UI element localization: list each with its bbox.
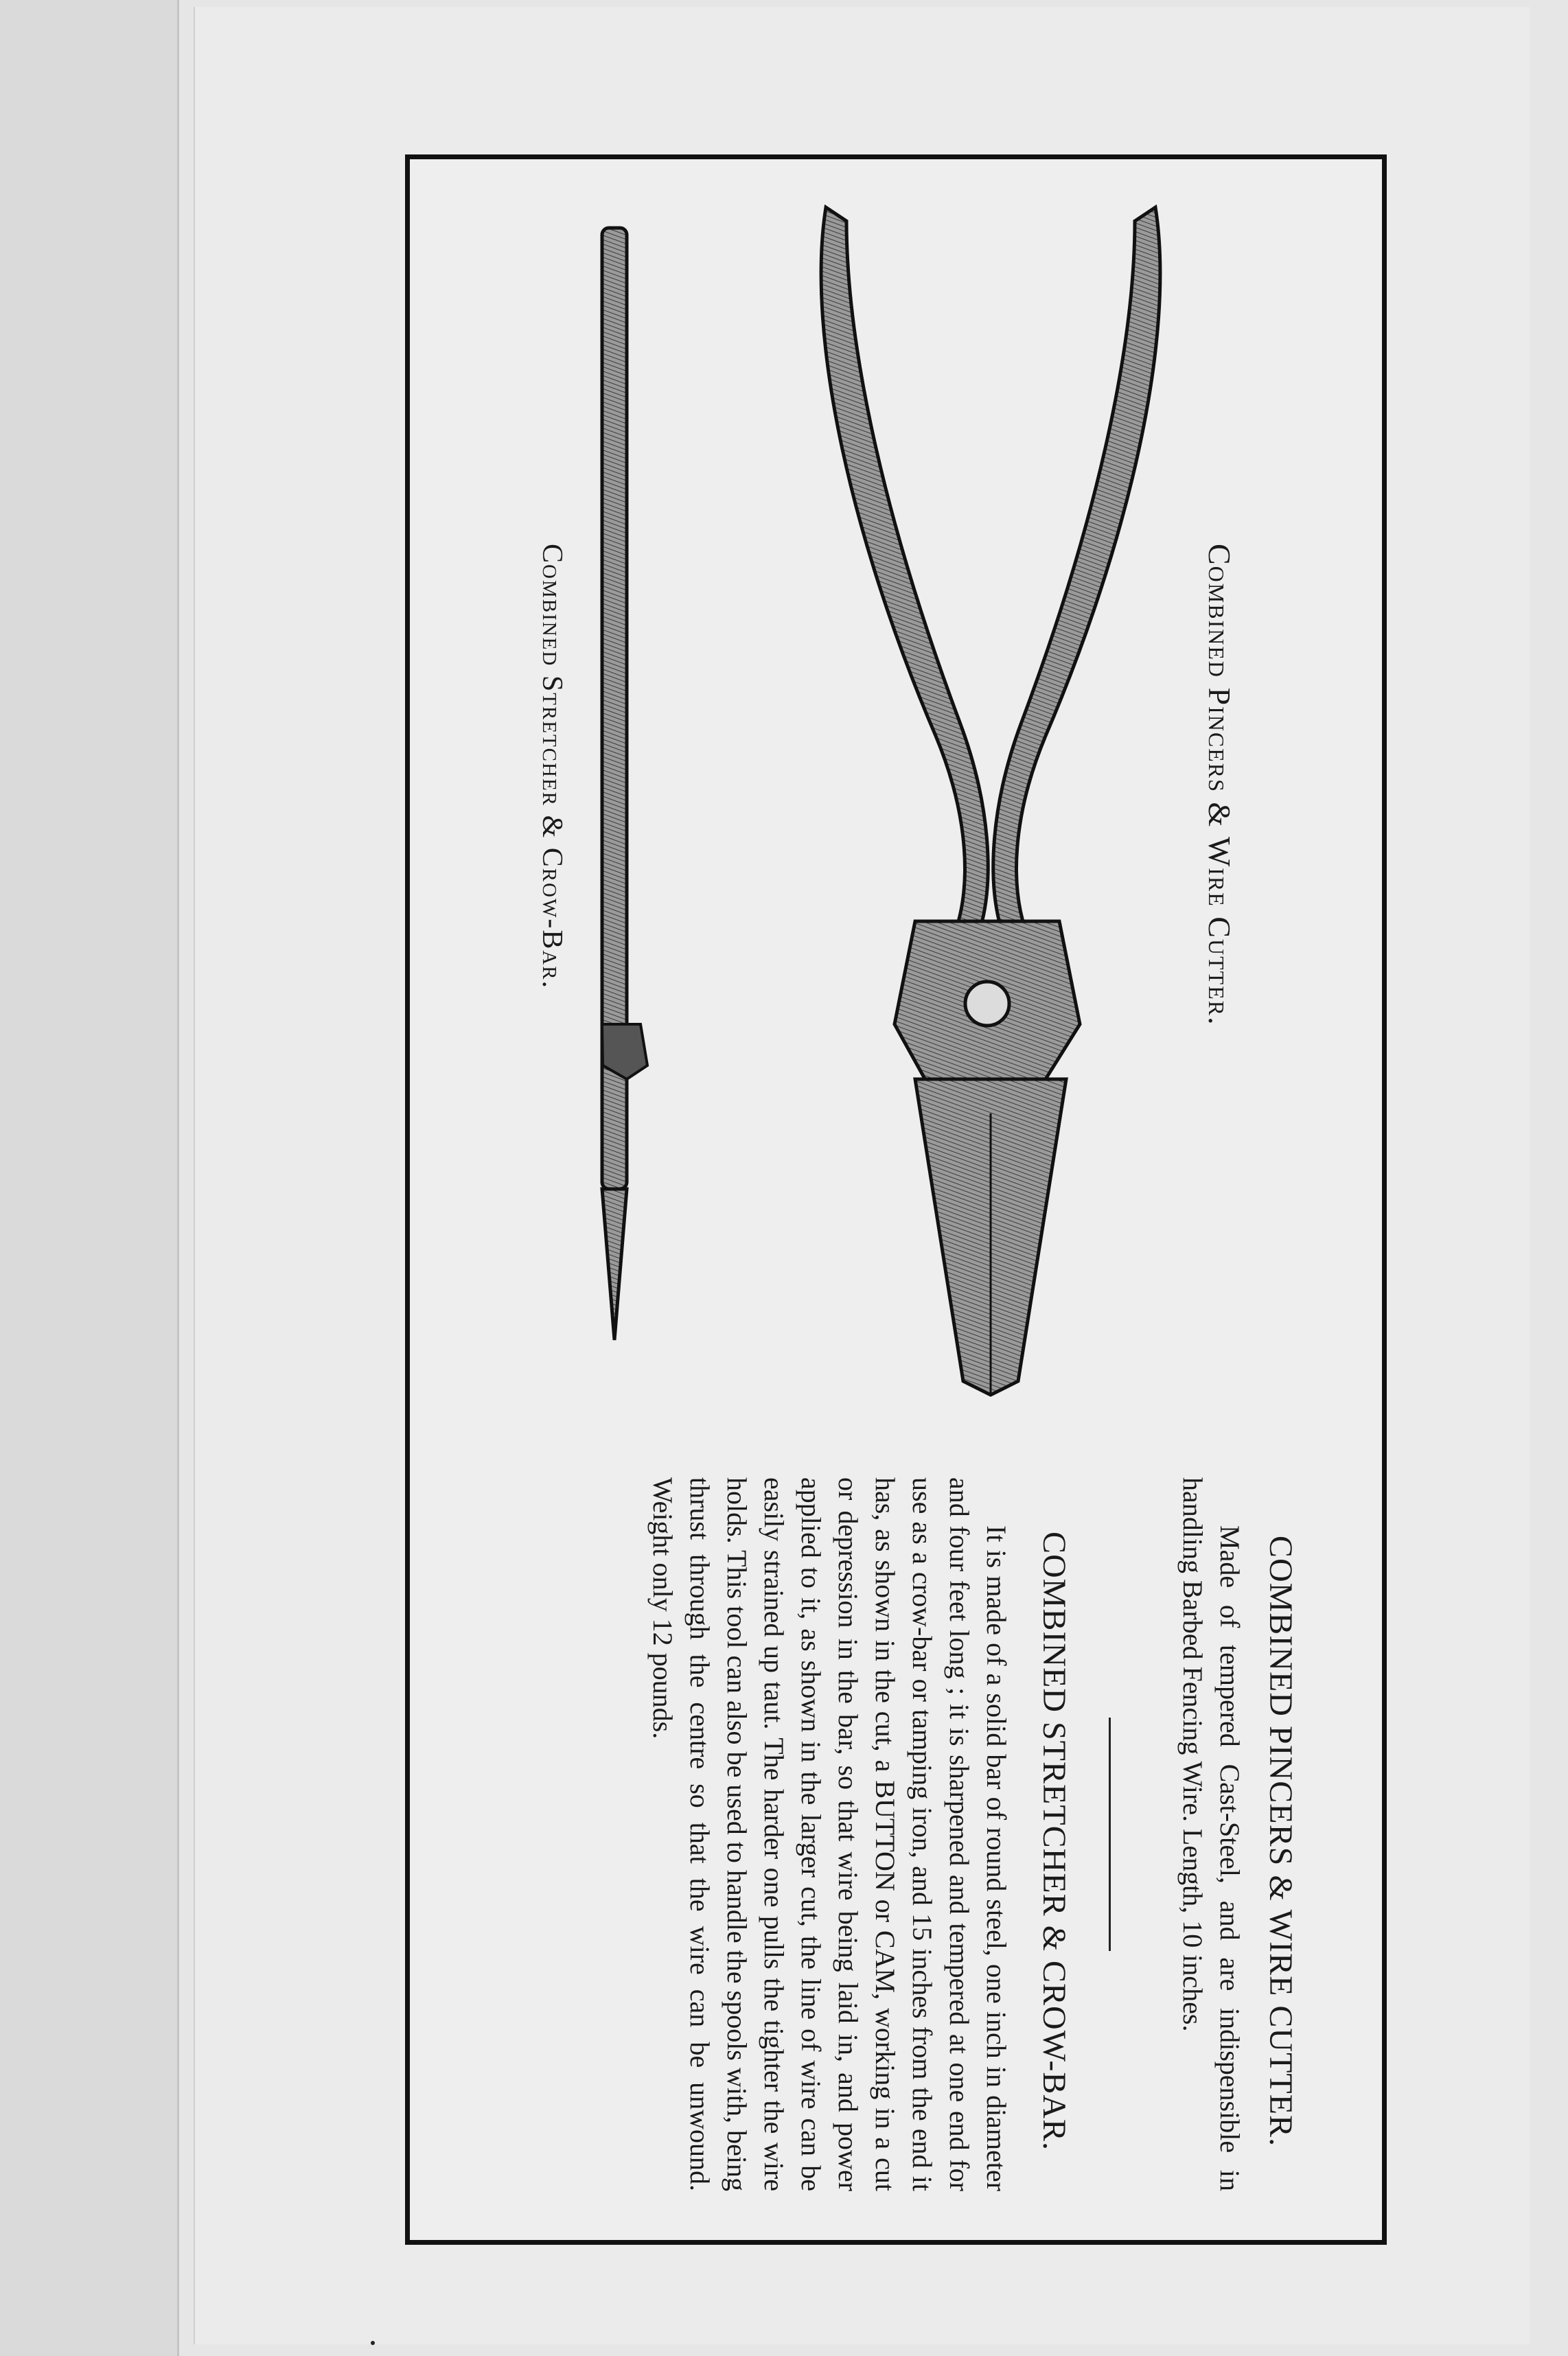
description-column	[435, 1477, 1382, 2205]
pincers-caption: Combined Pincers & Wire Cutter.	[1202, 544, 1237, 1026]
pincers-upper-handle	[993, 207, 1160, 928]
pincers-heading: COMBINED PINCERS & WIRE CUTTER.	[1263, 1535, 1299, 2147]
left-page-edge	[0, 0, 179, 2356]
section-divider	[1109, 1718, 1111, 1951]
crowbar-description: It is made of a solid bar of round steel, one inch in diameter and four feet long ; it is sharpened and tempered at one end for use as a crow-bar or tamping iron, and 15 inches from the end it has, as shown in the cut, a BUTTON or CAM, working in a cut or depression in the bar, so that wire being laid in, and power applied to it, as shown in the larger cut, the line of wire can be easily strained up taut. The harder one pulls the tighter the wire holds. This tool can also be used to handle the spools with, being thrust through the centre so that the wire can be unwound. Weight only 12 pounds.	[647, 1477, 1012, 2191]
scan-speck	[371, 2341, 375, 2345]
advertisement-frame	[405, 154, 1387, 2245]
advertisement-content	[410, 159, 1382, 2240]
crowbar-icon	[572, 214, 654, 1381]
crowbar-heading: COMBINED STRETCHER & CROW-BAR.	[1036, 1531, 1072, 2151]
pincers-lower-handle	[821, 207, 988, 928]
pincers-rivet	[965, 982, 1009, 1026]
crowbar-point	[602, 1189, 627, 1340]
crowbar-caption: Combined Stretcher & Crow-Bar.	[536, 544, 568, 990]
pincers-icon	[798, 200, 1183, 1422]
pincers-description: Made of tempered Cast-Steel, and are indispensible in handling Barbed Fencing Wire. Length, 10 inches.	[1177, 1477, 1245, 2191]
